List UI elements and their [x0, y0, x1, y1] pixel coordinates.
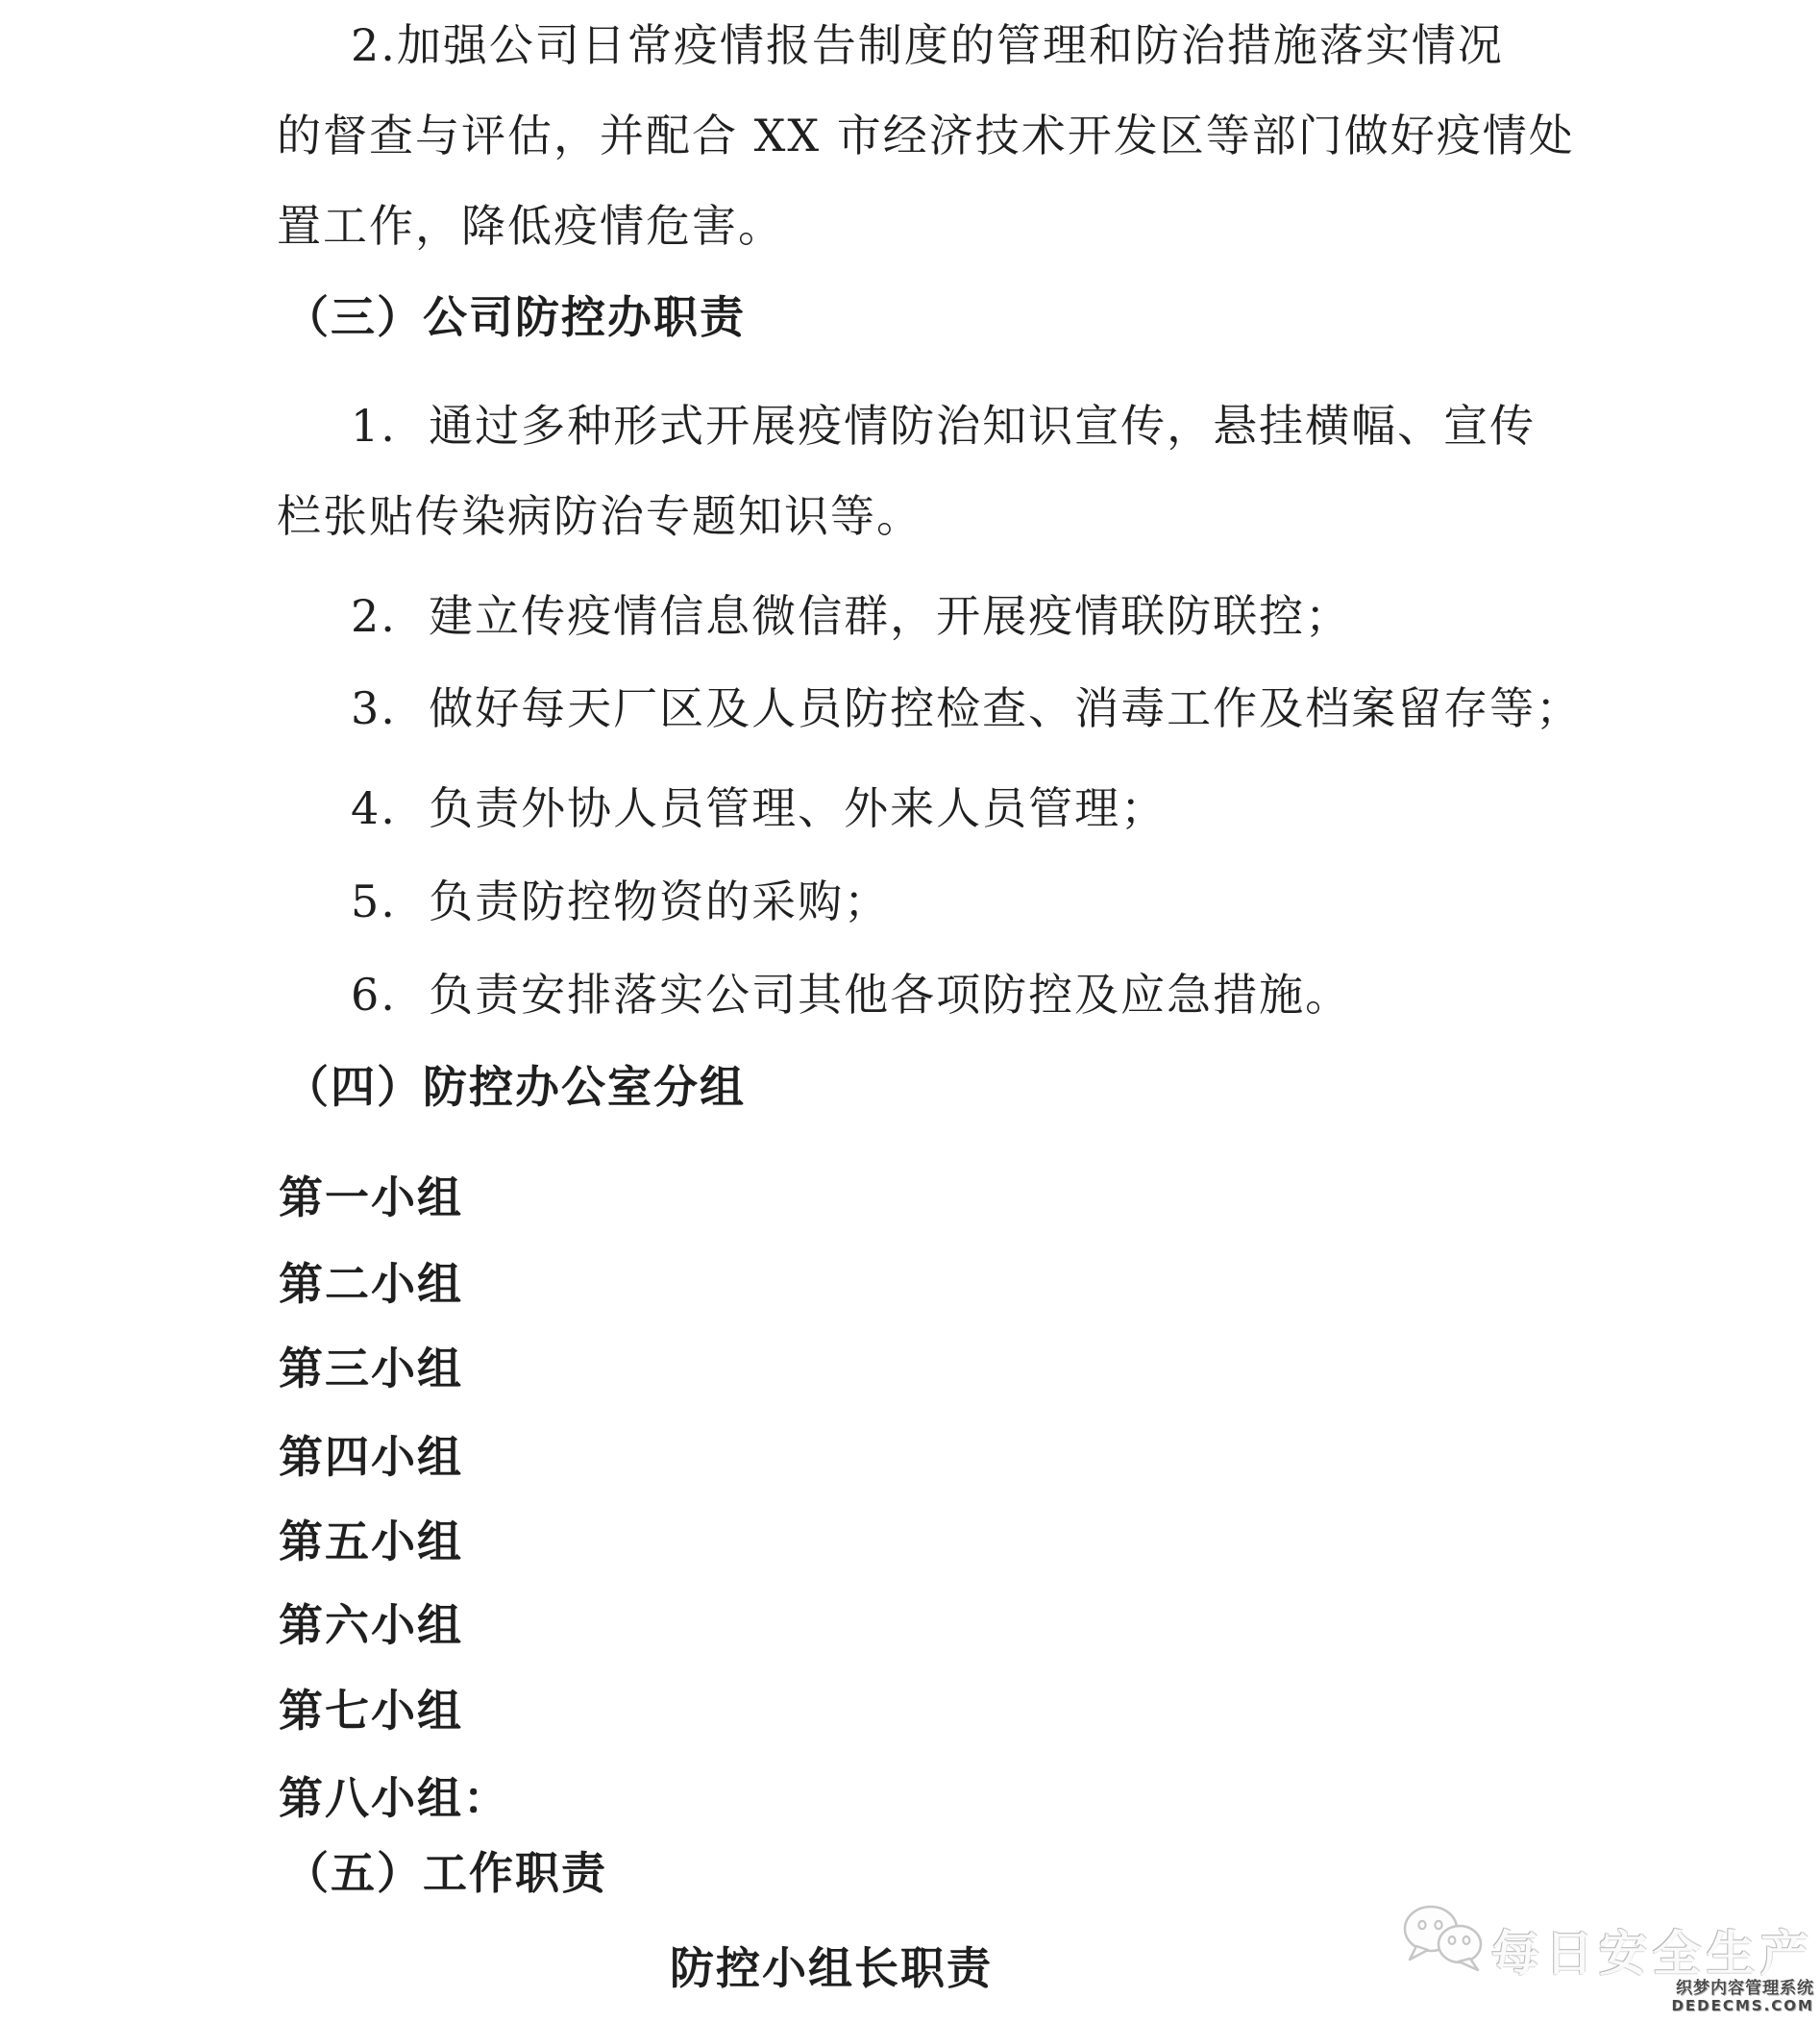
section-four-heading: （四）防控办公室分组: [284, 1061, 746, 1113]
watermark-brand-text: 每日安全生产: [1491, 1926, 1814, 1982]
doc-subtitle: 防控小组长职责: [670, 1942, 993, 1994]
section-three-heading: （三）公司防控办职责: [284, 291, 746, 343]
item-1-line-2: 栏张贴传染病防治专题知识等。: [277, 490, 922, 542]
wechat-icon: [1401, 1903, 1489, 1984]
group-2: 第二小组: [279, 1258, 463, 1310]
item-5: 5. 负责防控物资的采购；: [351, 875, 891, 927]
section-five-heading: （五）工作职责: [284, 1847, 607, 1899]
item-3: 3. 做好每天厂区及人员防控检查、消毒工作及档案留存等；: [351, 682, 1583, 734]
group-4: 第四小组: [279, 1431, 463, 1483]
cms-badge-line1: 织梦内容管理系统: [1676, 1979, 1814, 1998]
item-1-line-1: 1. 通过多种形式开展疫情防治知识宣传，悬挂横幅、宣传: [351, 400, 1537, 452]
item-2: 2. 建立传疫情信息微信群，开展疫情联防联控；: [351, 590, 1352, 642]
intro-line-1: 2.加强公司日常疫情报告制度的管理和防治措施落实情况: [351, 19, 1504, 71]
group-1: 第一小组: [279, 1171, 463, 1223]
item-4: 4. 负责外协人员管理、外来人员管理；: [351, 782, 1168, 834]
group-6: 第六小组: [279, 1599, 463, 1651]
cms-badge-line2: DEDECMS.COM: [1671, 1996, 1814, 2014]
intro-line-3: 置工作，降低疫情危害。: [277, 200, 784, 252]
group-3: 第三小组: [279, 1343, 463, 1394]
group-8: 第八小组：: [279, 1772, 509, 1824]
cms-badge: [1671, 1980, 1814, 2013]
group-7: 第七小组: [279, 1685, 463, 1737]
intro-line-2: 的督查与评估，并配合 XX 市经济技术开发区等部门做好疫情处: [277, 110, 1575, 161]
item-6: 6. 负责安排落实公司其他各项防控及应急措施。: [351, 969, 1352, 1021]
group-5: 第五小组: [279, 1516, 463, 1567]
